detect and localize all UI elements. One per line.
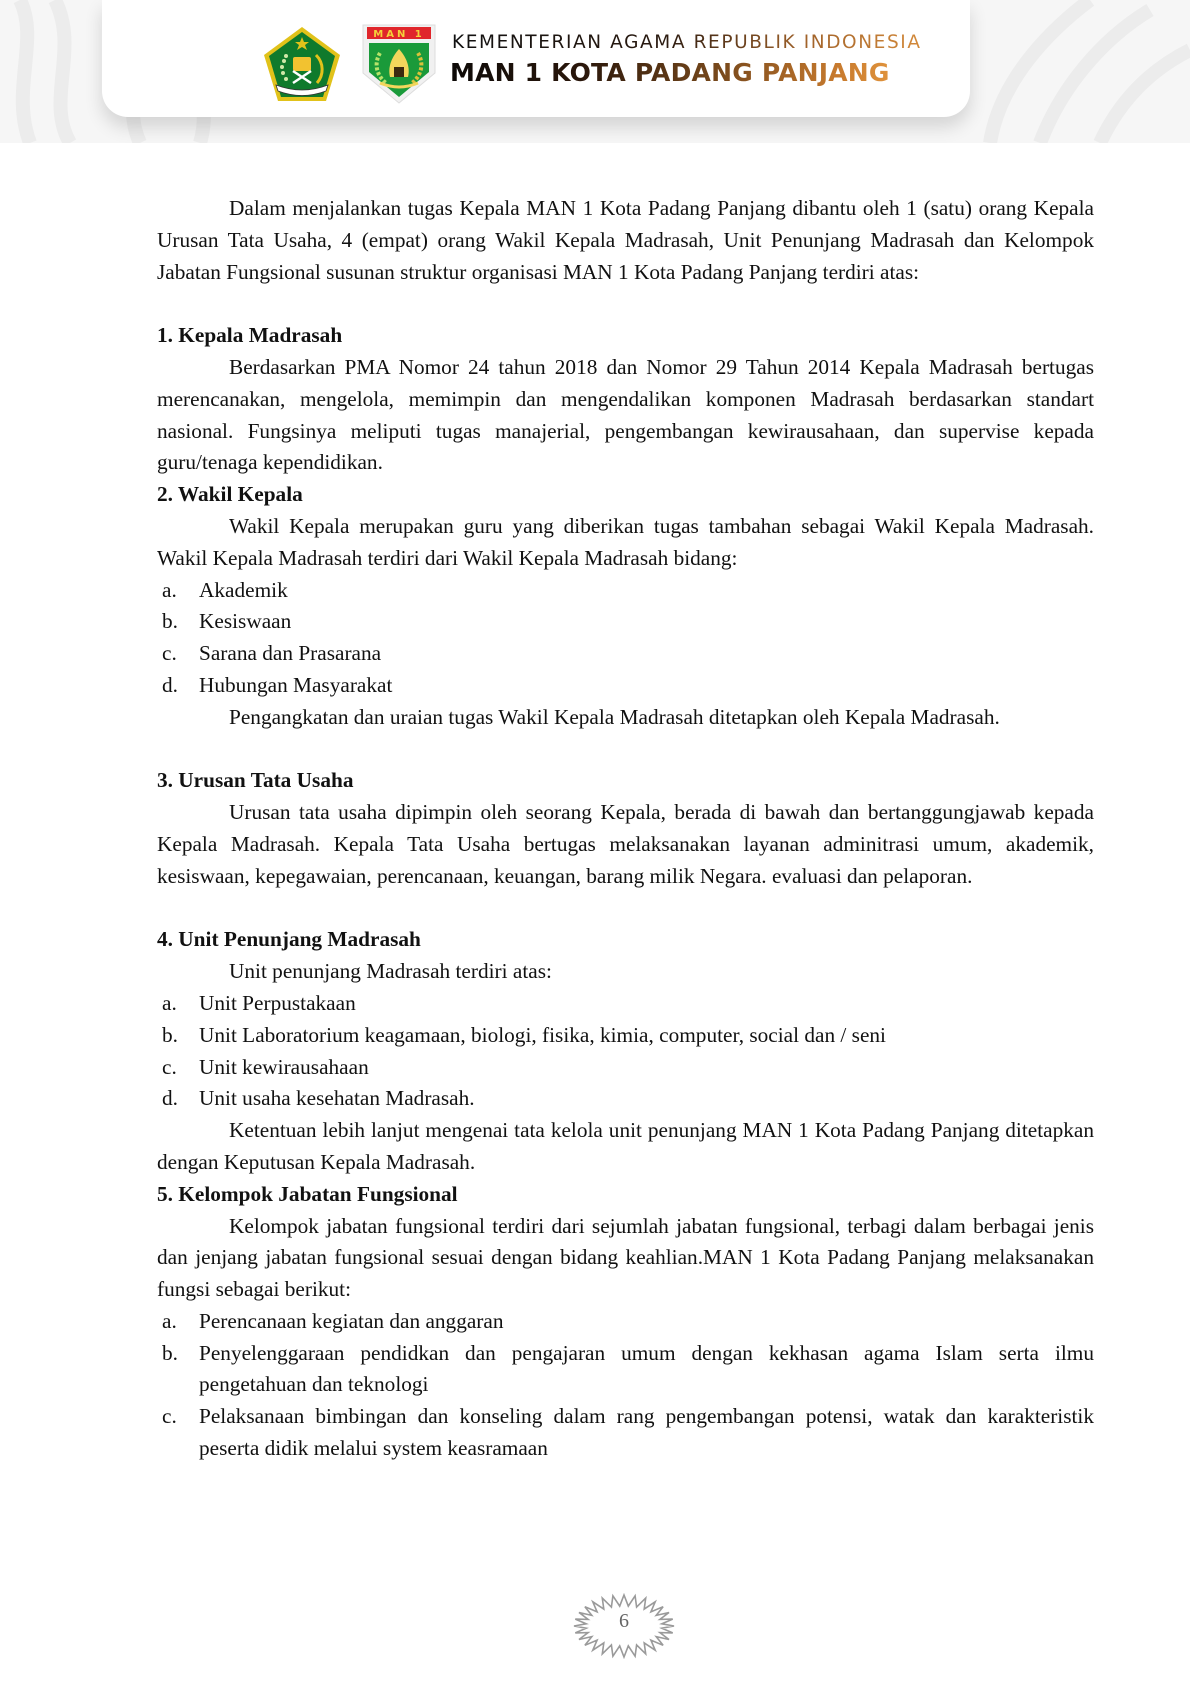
list-marker: a. bbox=[162, 577, 177, 602]
list-item bbox=[157, 1052, 1094, 1084]
list-item bbox=[157, 1083, 1094, 1115]
man1-emblem-icon bbox=[360, 23, 438, 105]
list-item-text: Perencanaan kegiatan dan anggaran bbox=[199, 1308, 504, 1333]
kemenag-emblem-icon bbox=[262, 25, 342, 103]
list-marker: c. bbox=[162, 641, 177, 666]
section-paragraph: Berdasarkan PMA Nomor 24 tahun 2018 dan Nomor 29 Tahun 2014 Kepala Madrasah bertugas merencanakan, mengelola, memimpin dan mengendalikan komponen Madrasah berdasarkan standart nasional. Fungsinya meliputi tugas manajerial, pengembangan kewirausahaan, dan supervise kepada guru/tenaga kependidikan. bbox=[157, 354, 1094, 475]
section-unit-penunjang bbox=[157, 924, 1094, 1178]
list-item bbox=[157, 1338, 1094, 1402]
list-item-text: Sarana dan Prasarana bbox=[199, 641, 382, 666]
section-closing: Pengangkatan dan uraian tugas Wakil Kepala Madrasah ditetapkan oleh Kepala Madrasah. bbox=[229, 704, 1000, 729]
section-heading: 3. Urusan Tata Usaha bbox=[157, 768, 354, 793]
section-jabatan-fungsional bbox=[157, 1179, 1094, 1465]
section-wakil-kepala bbox=[157, 479, 1094, 733]
section-paragraph: Wakil Kepala merupakan guru yang diberikan tugas tambahan sebagai Wakil Kepala Madrasah. Wakil Kepala Madrasah terdiri dari Wakil Kepala Madrasah bidang: bbox=[157, 513, 1094, 570]
fungsi-list bbox=[157, 1306, 1094, 1465]
page-number: 6 bbox=[619, 1610, 629, 1632]
list-item-text: Akademik bbox=[199, 577, 288, 602]
list-item-text: Penyelenggaraan pendidkan dan pengajaran umum dengan kekhasan agama Islam serta ilmu pengetahuan dan teknologi bbox=[199, 1340, 1094, 1397]
list-item bbox=[157, 1020, 1094, 1052]
list-item-text: Unit kewirausahaan bbox=[199, 1054, 369, 1079]
list-marker: c. bbox=[162, 1404, 177, 1429]
list-item bbox=[157, 988, 1094, 1020]
section-paragraph: Unit penunjang Madrasah terdiri atas: bbox=[229, 959, 552, 984]
list-marker: b. bbox=[162, 1022, 178, 1047]
list-marker: c. bbox=[162, 1054, 177, 1079]
list-item bbox=[157, 638, 1094, 670]
section-closing: Ketentuan lebih lanjut mengenai tata kelola unit penunjang MAN 1 Kota Padang Panjang ditetapkan dengan Keputusan Kepala Madrasah. bbox=[157, 1118, 1094, 1174]
section-urusan-tata-usaha bbox=[157, 765, 1094, 892]
section-paragraph: Urusan tata usaha dipimpin oleh seorang Kepala, berada di bawah dan bertanggungjawab kepada Kepala Madrasah. Kepala Tata Usaha bertugas melaksanakan layanan adminitrasi umum, akademik, kesiswaan, kepegawaian, perencanaan, keuangan, barang milik Negara. evaluasi dan pelaporan. bbox=[157, 800, 1094, 888]
intro-paragraph: Dalam menjalankan tugas Kepala MAN 1 Kota Padang Panjang dibantu oleh 1 (satu) orang Kepala Urusan Tata Usaha, 4 (empat) orang Wakil Kepala Madrasah, Unit Penunjang Madrasah dan Kelompok Jabatan Fungsional susunan struktur organisasi MAN 1 Kota Padang Panjang terdiri atas: bbox=[157, 196, 1094, 284]
section-heading: 1. Kepala Madrasah bbox=[157, 323, 343, 348]
header-banner bbox=[0, 0, 1190, 143]
list-item-text: Kesiswaan bbox=[199, 609, 292, 634]
list-item-text: Unit usaha kesehatan Madrasah. bbox=[199, 1086, 475, 1111]
list-item-text: Unit Laboratorium keagamaan, biologi, fisika, kimia, computer, social dan / seni bbox=[199, 1022, 886, 1047]
list-item bbox=[157, 606, 1094, 638]
wakil-kepala-list bbox=[157, 575, 1094, 702]
list-item bbox=[157, 1401, 1094, 1465]
list-item bbox=[157, 670, 1094, 702]
list-item-text: Hubungan Masyarakat bbox=[199, 672, 393, 697]
section-heading: 2. Wakil Kepala bbox=[157, 482, 303, 507]
list-marker: d. bbox=[162, 672, 178, 697]
document-body bbox=[157, 193, 1094, 1465]
section-heading: 4. Unit Penunjang Madrasah bbox=[157, 927, 421, 952]
section-heading: 5. Kelompok Jabatan Fungsional bbox=[157, 1181, 458, 1206]
section-kepala-madrasah bbox=[157, 320, 1094, 479]
list-marker: a. bbox=[162, 990, 177, 1015]
list-marker: a. bbox=[162, 1308, 177, 1333]
list-item-text: Pelaksanaan bimbingan dan konseling dalam rang pengembangan potensi, watak dan karakteristik peserta didik melalui system keasramaan bbox=[199, 1404, 1094, 1461]
school-title: MAN 1 KOTA PADANG PANJANG bbox=[450, 58, 890, 87]
section-paragraph: Kelompok jabatan fungsional terdiri dari sejumlah jabatan fungsional, terbagi dalam berbagai jenis dan jenjang jabatan fungsional sesuai dengan bidang keahlian.MAN 1 Kota Padang Panjang melaksanakan fungsi sebagai berikut: bbox=[157, 1213, 1094, 1302]
list-item bbox=[157, 575, 1094, 607]
list-marker: d. bbox=[162, 1086, 178, 1111]
list-marker: b. bbox=[162, 1340, 178, 1365]
list-item bbox=[157, 1306, 1094, 1338]
list-item-text: Unit Perpustakaan bbox=[199, 990, 356, 1015]
ministry-title: KEMENTERIAN AGAMA REPUBLIK INDONESIA bbox=[452, 32, 922, 53]
man1-emblem-label: MAN 1 bbox=[373, 29, 425, 40]
unit-penunjang-list bbox=[157, 988, 1094, 1115]
list-marker: b. bbox=[162, 609, 178, 634]
